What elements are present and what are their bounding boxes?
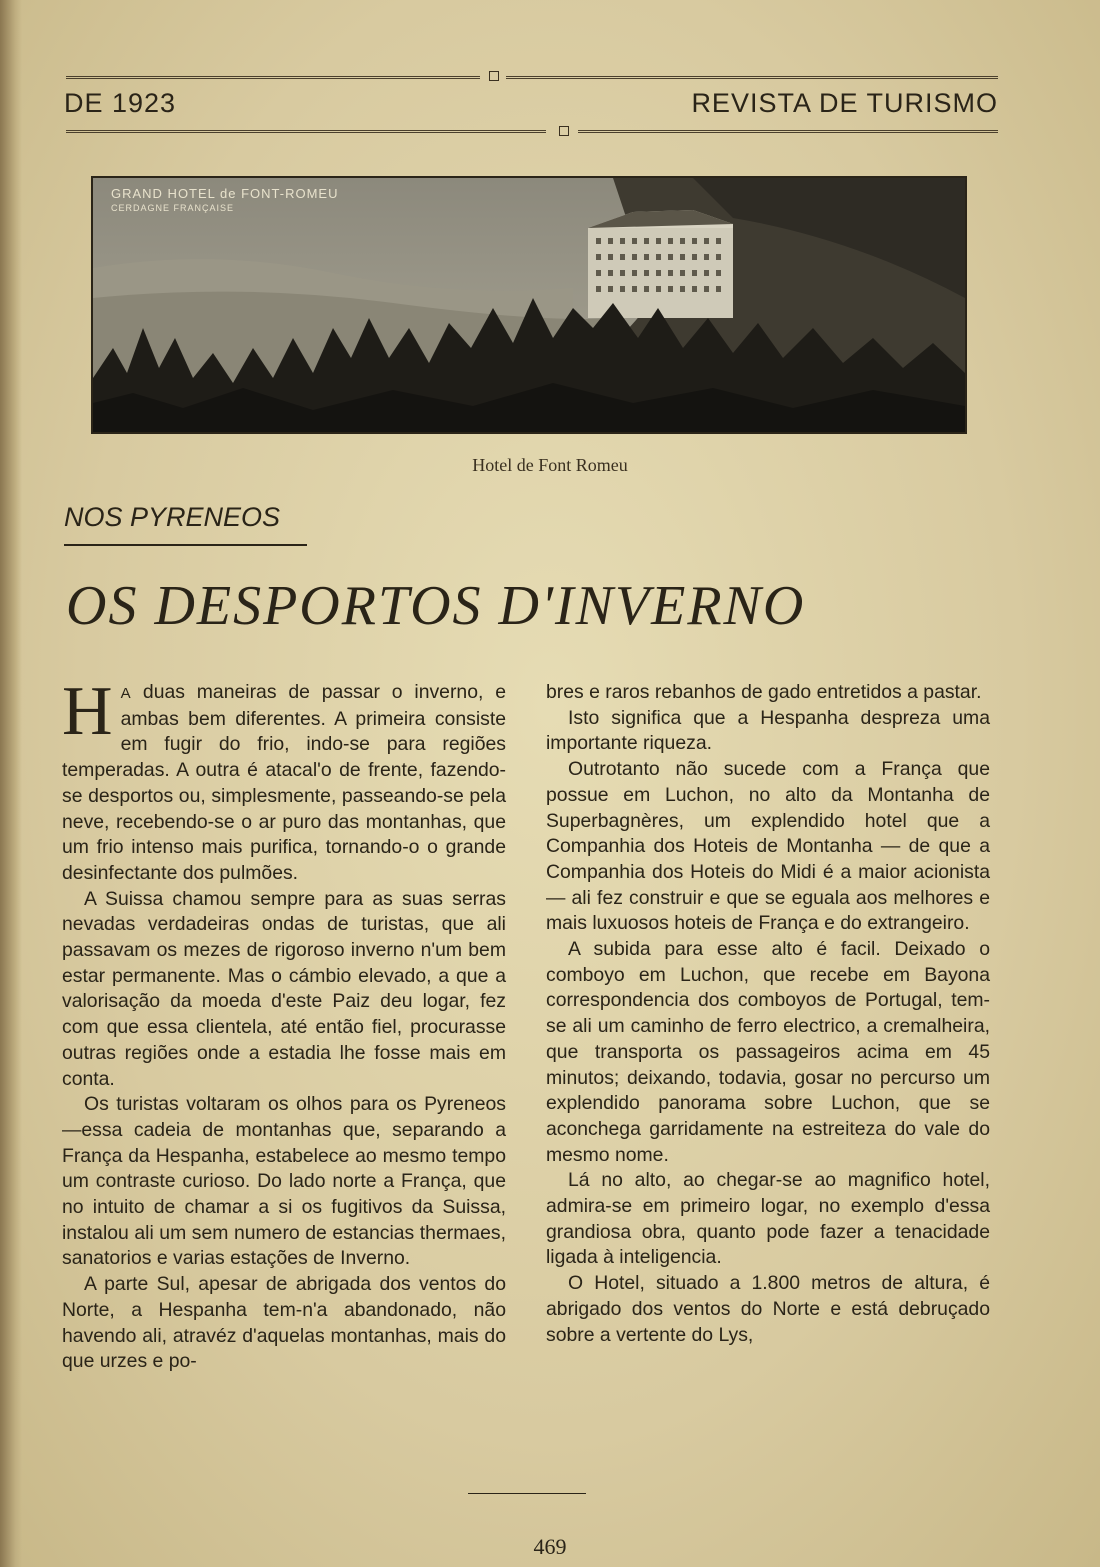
right-paragraph-4: Lá no alto, ao chegar-se ao magnifico hotel, admira-se em primeiro logar, no exemplo d'essa grandiosa obra, quanto pode fazer a tenacidade ligada à inteligencia. [546, 1169, 990, 1269]
right-paragraph-3: A subida para esse alto é facil. Deixado o comboyo em Luchon, que recebe em Bayona correspondencia dos comboyos de Portugal, tem-se ali um caminho de ferro electrico, a cremalheira, que transporta os passageiros acima em 45 minutos; deixando, todavia, gosar no percurso um explendido panorama sobre Luchon, que se aconchega garridamente na estreiteza do vale do mesmo nome. [546, 938, 990, 1166]
photo-inscription-line2: CERDAGNE FRANÇAISE [111, 203, 235, 213]
left-paragraph-1 [62, 673, 506, 887]
right-column [546, 680, 990, 1348]
hotel-building [588, 210, 733, 318]
first-word: A [120, 685, 132, 702]
drop-cap: H [62, 673, 113, 750]
right-paragraph-2: Outrotanto não sucede com a França que possue em Luchon, no alto da Montanha de Superbagnères, um explendido hotel que a Companhia dos Hoteis de Montanha — de que a Companhia dos Hoteis do Midi é a maior acionista — ali fez construir e que se eguala aos melhores e mais luxuosos hoteis de França e do extrangeiro. [546, 758, 990, 935]
hotel-photo [91, 176, 967, 434]
left-paragraph-3: Os turistas voltaram os olhos para os Pyreneos—essa cadeia de montanhas que, separando a França da Hespanha, estabelece ao mesmo tempo um contraste curioso. Do lado norte a França, que no intuito de chamar a si os fugitivos da Suissa, instalou ali um sem numero de estancias thermaes, sanatorios e varias estações de Inverno. [62, 1093, 506, 1270]
page-edge [0, 0, 22, 1567]
section-kicker: NOS PYRENEOS [64, 502, 281, 532]
header-rule-bottom-right [578, 130, 998, 133]
photo-inscription-line1: GRAND HOTEL de FONT-ROMEU [111, 186, 339, 201]
header-ornament-box [489, 71, 499, 81]
header-rule-top-right [506, 76, 998, 79]
right-paragraph-5: O Hotel, situado a 1.800 metros de altura, é abrigado dos ventos do Norte e está debruçado sobre a vertente do Lys, [546, 1272, 990, 1346]
header-rule-top-left [66, 76, 480, 79]
left-paragraph-2: A Suissa chamou sempre para as suas serras nevadas verdadeiras ondas de turistas, que ali passavam os mezes de rigoroso inverno n'um bem estar permanente. Mas o cámbio elevado, a que a valorisação da moeda d'este Paiz deu logar, fez com que essa clientela, até então fiel, procurasse outras regiões onde a estadia lhe fosse mais em conta. [62, 887, 506, 1090]
hotel-landscape-illustration [93, 178, 965, 432]
first-paragraph-text: duas maneiras de passar o inverno, e ambas bem diferentes. A primeira consiste em fugir do frio, indo-se para regiões temperadas. A outra é atacal'o de frente, fazendo-se desportos ou, simplesmente, passeando-se pela neve, recebendo-se o ar puro das montanhas, que um frio intenso mais purifica, tornando-o o grande desinfectante dos pulmões. [62, 681, 506, 884]
right-paragraph-1: Isto significa que a Hespanha despreza uma importante riqueza. [546, 706, 990, 755]
header-right: REVISTA DE TURISMO [691, 88, 998, 118]
left-column [62, 673, 506, 1375]
footer-rule [468, 1493, 586, 1494]
kicker-underline [64, 544, 307, 546]
photo-caption: Hotel de Font Romeu [472, 455, 628, 475]
page-number: 469 [533, 1534, 567, 1559]
right-continuation: bres e raros rebanhos de gado entretidos a pastar. [546, 681, 982, 703]
header-ornament-box-small [559, 126, 569, 136]
left-paragraph-4: A parte Sul, apesar de abrigada dos ventos do Norte, a Hespanha tem-n'a abandonado, não havendo ali, atravéz d'aquelas montanhas, mais do que urzes e po- [62, 1273, 506, 1373]
header-left: DE 1923 [64, 88, 177, 118]
header-rule-bottom-left [66, 130, 546, 133]
article-headline: OS DESPORTOS D'INVERNO [66, 575, 806, 637]
